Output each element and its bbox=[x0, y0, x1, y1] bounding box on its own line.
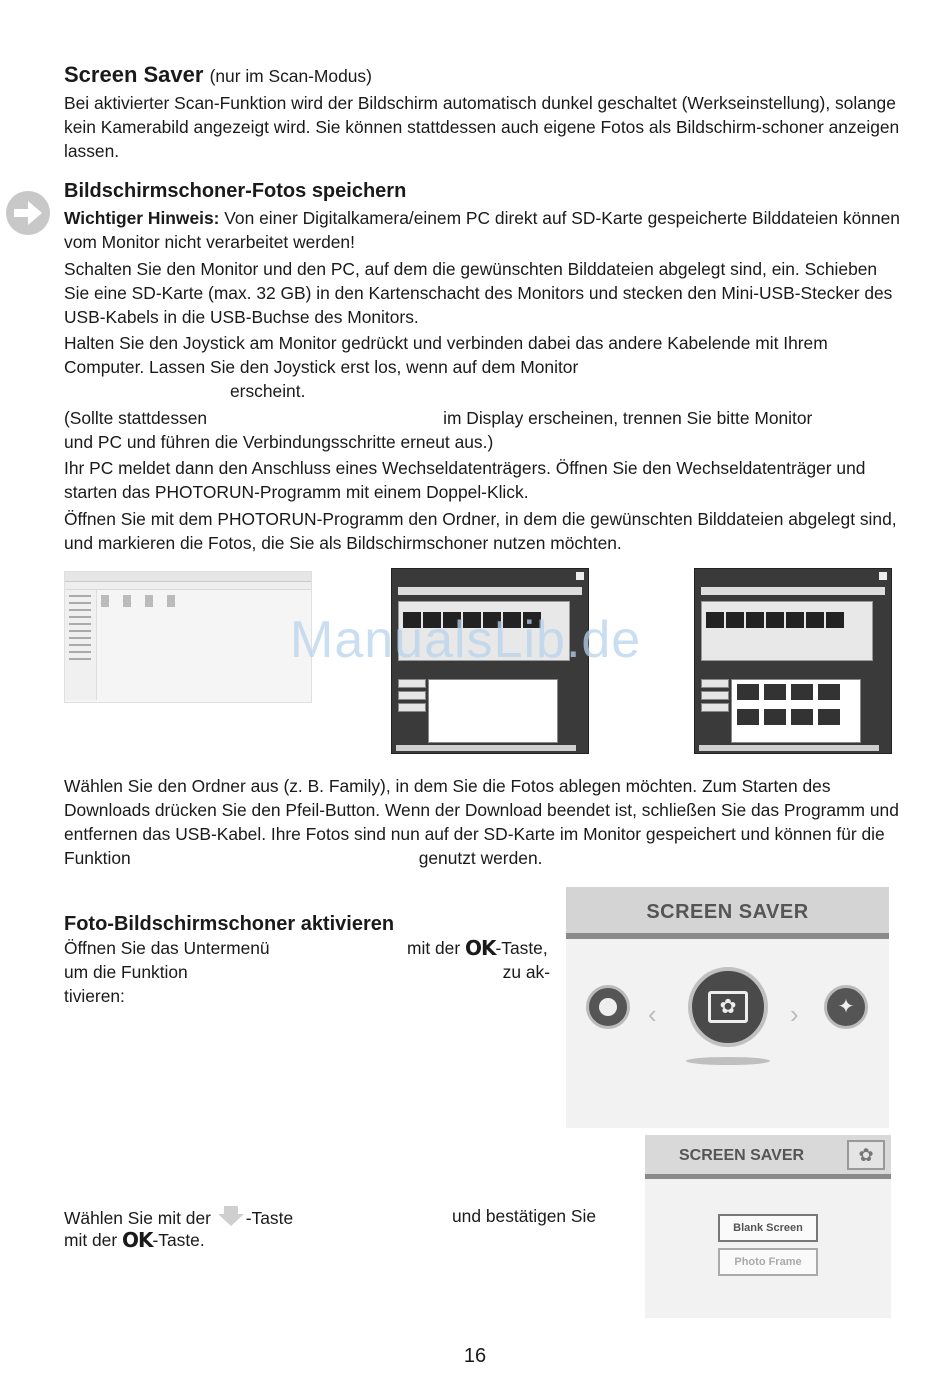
step2-line-2 bbox=[64, 1228, 205, 1252]
note-label: Wichtiger Hinweis: bbox=[64, 208, 220, 228]
save-paragraph-3-end: und PC und führen die Verbindungsschritte erneut aus.) bbox=[64, 432, 494, 452]
save-paragraph-1: Schalten Sie den Monitor und den PC, auf dem die gewünschten Bilddateien abgelegt sind, ein. Schieben Sie eine SD-Karte (max. 32 GB) in den Kartenschacht des Monitors und stecken den Mini-USB-Stecker des USB-Kabels in die USB-Buchse des Monitors. bbox=[64, 259, 893, 327]
running-man-icon: ✦ bbox=[824, 985, 868, 1029]
save-paragraph-6-text: Wählen Sie den Ordner aus (z. B. Family), in dem Sie die Fotos ablegen möchten. Zum Starten des Downloads drücken Sie den Pfeil-Button. Wenn der Download beendet ist, schließen Sie das Programm und entfernen das USB-Kabel. Ihre Fotos sind nun auf der SD-Karte im Monitor gespeichert und können für die Funktion bbox=[64, 776, 899, 868]
ok-key-icon: OK bbox=[465, 936, 496, 960]
step2-line-1 bbox=[64, 1204, 624, 1230]
step2-line-1c: und bestätigen Sie bbox=[452, 1206, 597, 1226]
save-paragraph-2 bbox=[64, 331, 904, 403]
activate-heading: Foto-Bildschirmschoner aktivieren bbox=[64, 913, 395, 935]
activate-line-2a: um die Funktion bbox=[64, 962, 188, 982]
screensaver-body: Bei aktivierter Scan-Funktion wird der Bildschirm automatisch dunkel geschaltet (Werkseinstellung), solange kein Kamerabild angezeigt wird. Sie können stattdessen auch eigene Fotos als Bildschirm-schoner anzeigen lassen. bbox=[64, 93, 900, 161]
ok-key-icon-2: OK bbox=[122, 1228, 153, 1252]
step2-line-2b: -Taste. bbox=[152, 1230, 205, 1250]
save-paragraph-6 bbox=[64, 774, 904, 870]
important-note bbox=[64, 206, 904, 254]
gear-icon bbox=[586, 985, 630, 1029]
step2-line-1a: Wählen Sie mit der bbox=[64, 1208, 211, 1228]
save-paragraph-6-end: genutzt werden. bbox=[418, 848, 543, 868]
photo-frame-icon: ✿ bbox=[688, 967, 768, 1047]
watermark: ManualsLib.de bbox=[290, 611, 642, 669]
page-number: 16 bbox=[463, 1345, 487, 1367]
save-paragraph-4: Ihr PC meldet dann den Anschluss eines Wechseldatenträgers. Öffnen Sie den Wechseldatenträger und starten das PHOTORUN-Programm mit einem Doppel-Klick. bbox=[64, 458, 866, 502]
activate-line-2b: zu ak- bbox=[502, 962, 550, 982]
screensaver-options-screenshot bbox=[645, 1135, 891, 1318]
menu1-title: SCREEN SAVER bbox=[646, 901, 809, 923]
arrow-right-icon bbox=[6, 191, 50, 235]
screensaver-heading-line bbox=[64, 61, 904, 90]
save-paragraph-2-text: Halten Sie den Joystick am Monitor gedrückt und verbinden dabei das andere Kabelende mit Ihrem Computer. Lassen Sie den Joystick erst los, wenn auf dem Monitor bbox=[64, 333, 828, 377]
blank-screen-option[interactable]: Blank Screen bbox=[718, 1214, 818, 1242]
activate-line-1 bbox=[64, 936, 552, 960]
explorer-screenshot bbox=[64, 571, 312, 703]
activate-line-1a: Öffnen Sie das Untermenü bbox=[64, 938, 270, 958]
chevron-right-icon: › bbox=[790, 999, 799, 1029]
save-paragraph-5: Öffnen Sie mit dem PHOTORUN-Programm den Ordner, in dem die gewünschten Bilddateien abgelegt sind, und markieren die Fotos, die Sie als Bildschirmschoner nutzen möchten. bbox=[64, 509, 897, 553]
save-paragraph-3-start: (Sollte stattdessen bbox=[64, 408, 208, 428]
save-paragraph-3 bbox=[64, 406, 904, 454]
down-key-icon bbox=[216, 1204, 246, 1228]
save-paragraph-3-mid: im Display erscheinen, trennen Sie bitte Monitor bbox=[443, 408, 813, 428]
save-heading: Bildschirmschoner-Fotos speichern bbox=[64, 180, 407, 202]
screensaver-heading: Screen Saver bbox=[64, 62, 204, 87]
chevron-left-icon: ‹ bbox=[648, 999, 657, 1029]
step2-line-2a: mit der bbox=[64, 1230, 118, 1250]
photo-frame-option[interactable]: Photo Frame bbox=[718, 1248, 818, 1276]
save-paragraph-2-end: erscheint. bbox=[230, 381, 306, 401]
activate-line-2 bbox=[64, 960, 552, 984]
activate-line-1b: mit der bbox=[407, 938, 461, 958]
screensaver-menu-screenshot bbox=[566, 887, 889, 1128]
selection-underline bbox=[686, 1057, 770, 1065]
menu2-title: SCREEN SAVER bbox=[679, 1147, 805, 1164]
screensaver-heading-suffix: (nur im Scan-Modus) bbox=[209, 66, 372, 86]
activate-line-1c: -Taste, bbox=[495, 938, 548, 958]
photorun-screenshot-selected bbox=[694, 568, 892, 754]
note-text: Von einer Digitalkamera/einem PC direkt auf SD-Karte gespeicherte Bilddateien können vom Monitor nicht verarbeitet werden! bbox=[64, 208, 900, 252]
step2-line-1b: -Taste bbox=[245, 1208, 294, 1228]
flower-icon: ✿ bbox=[847, 1140, 885, 1170]
activate-line-3: tivieren: bbox=[64, 986, 125, 1006]
